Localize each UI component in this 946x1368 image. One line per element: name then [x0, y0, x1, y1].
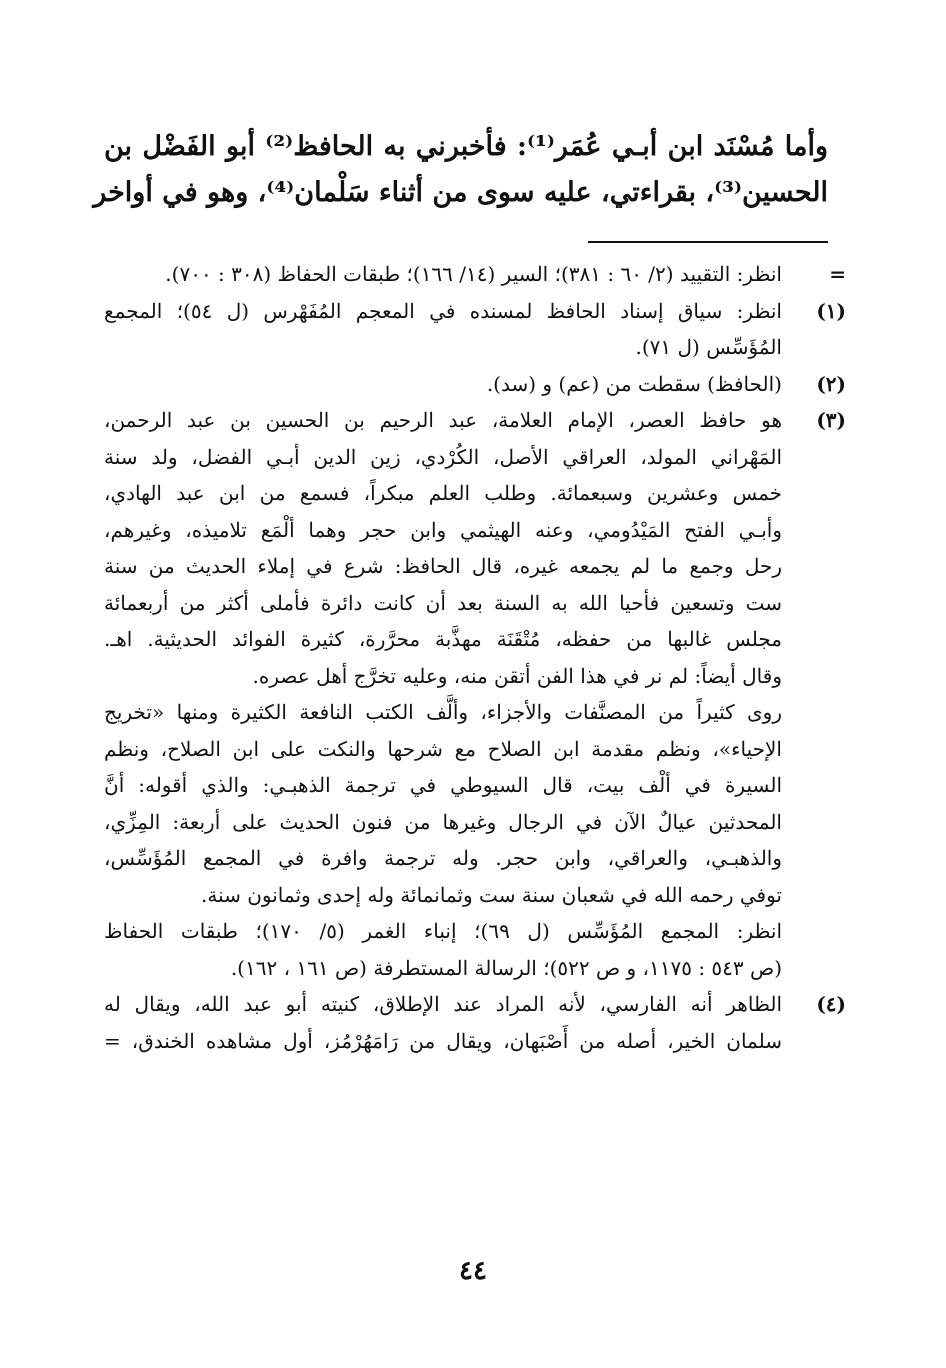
footnote-line: انظر: التقييد (٢/ ٦٠ : ٣٨١)؛ السير (١٤/ ١٦٦)؛ طبقات الحفاظ (٣٠٨ : ٧٠٠). [165, 262, 782, 286]
footnote-line: والذهبـي، والعراقي، وابن حجر. وله ترجمة وافرة في المجمع المُؤَسِّس، [104, 846, 782, 870]
main-text-line: الحسين⁽³⁾، بقراءتي، عليه سوى من أثناء سَلْمان⁽⁴⁾، وهو في أواخر [93, 177, 828, 208]
footnote-line: هو حافظ العصر، الإمام العلامة، عبد الرحيم بن الحسين بن عبد الرحمن، [104, 408, 782, 432]
footnote-line: رحل وجمع ما لم يجمعه غيره، قال الحافظ: شرع في إملاء الحديث من سنة [104, 554, 782, 578]
footnote-line: انظر: سياق إسناد الحافظ لمسنده في المعجم المُفَهْرس (ل ٥٤)؛ المجمع [104, 298, 782, 323]
footnote-number: (١) [816, 298, 846, 323]
footnote-4 [104, 986, 846, 1059]
footnote-line: المَهْراني المولد، العراقي الأصل، الكُرْدي، زين الدين أبـي الفضل، ولد سنة [104, 444, 782, 469]
footnote-line: توفي رحمه الله في شعبان سنة ست وثمانمائة وله إحدى وثمانون سنة. [200, 882, 782, 907]
footnote-line: ست وتسعين فأحيا الله به السنة بعد أن كانت دائرة فأملى أكثر من أربعمائة [104, 590, 782, 615]
footnotes [104, 256, 846, 1059]
footnote-line: انظر: المجمع المُؤَسِّس (ل ٦٩)؛ إنباء الغمر (٥/ ١٧٠)؛ طبقات الحفاظ [104, 919, 782, 943]
footnote-number: (٤) [816, 992, 846, 1016]
footnote-line: وقال أيضاً: لم نر في هذا الفن أتقن منه، وعليه تخرَّج أهل عصره. [252, 663, 782, 688]
footnote-line: الإحياء»، ونظم مقدمة ابن الصلاح مع شرحها والنكت على ابن الصلاح، ونظم [104, 736, 782, 761]
footnote-line: السيرة في ألْف بيت، قال السيوطي في ترجمة الذهبـي: والذي أقوله: أنَّ [104, 773, 782, 797]
footnote-separator [588, 241, 828, 243]
footnote-2 [104, 366, 846, 403]
footnote-line: (ص ٥٤٣ : ١١٧٥، و ص ٥٢٢)؛ الرسالة المستطرفة (ص ١٦١ ، ١٦٢). [230, 955, 782, 980]
footnote-line: الظاهر أنه الفارسي، لأنه المراد عند الإطلاق، كنيته أبو عبد الله، ويقال له [104, 992, 782, 1016]
footnote-number: (٢) [816, 371, 846, 396]
footnote-line: المحدثين عيالٌ الآن في الرجال وغيرها من فنون الحديث على أربعة: المِزِّي، [104, 809, 782, 834]
footnote-line: مجلس غالبها من حفظه، مُتْقَنَة مهذَّبة محرَّرة، كثيرة الفوائد الحديثية. اهـ. [104, 627, 782, 651]
page-number: ٤٤ [459, 1256, 487, 1286]
footnote-line: روى كثيراً من المصنَّفات والأجزاء، وألَّف الكتب النافعة الكثيرة ومنها «تخريج [104, 700, 782, 724]
footnote-1 [104, 293, 846, 366]
main-text-line: وأما مُسْنَد ابن أبـي عُمَر⁽¹⁾: فأخبرني به الحافظ⁽²⁾ أبو الفَضْل بن [104, 131, 828, 162]
footnote-line: المُؤَسِّس (ل ٧١). [635, 335, 782, 359]
footnote-continuation [104, 256, 846, 293]
continuation-marker: = [829, 262, 846, 286]
main-text [93, 124, 828, 216]
footnote-line: (الحافظ) سقطت من (عم) و (سد). [486, 371, 782, 396]
footnote-line: وأبـي الفتح المَيْدُومي، وعنه الهيثمي وابن حجر وهما ألْمَع تلاميذه، وغيرهم، [104, 517, 782, 542]
footnote-line: سلمان الخير، أصله من أَصْبَهان، ويقال من رَامَهُرْمُز، أول مشاهده الخندق، = [104, 1028, 782, 1053]
footnote-line: خمس وعشرين وسبعمائة. وطلب العلم مبكراً، فسمع من ابن عبد الهادي، [104, 481, 782, 505]
footnote-number: (٣) [816, 408, 846, 432]
footnote-3 [104, 402, 846, 986]
